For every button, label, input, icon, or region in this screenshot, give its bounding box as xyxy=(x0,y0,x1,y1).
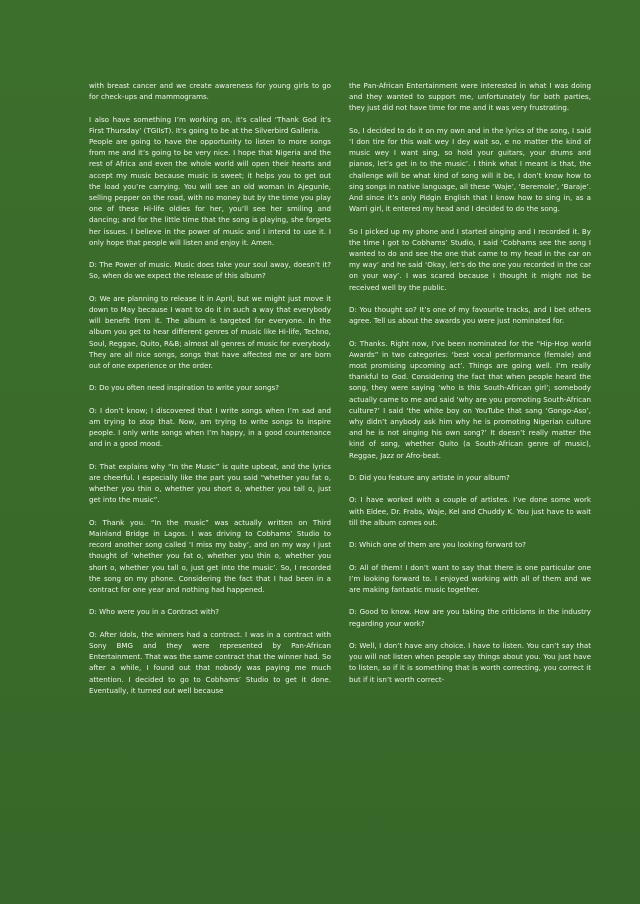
interview-answer: O: I don’t know; I discovered that I write songs when I’m sad and am trying to stop that. Now, am trying to write songs to inspire people. I only write songs when I’m happy, in a good countenance and in a good mood. xyxy=(89,405,331,449)
interview-question: D: The Power of music. Music does take your soul away, doesn’t it? So, when do we expect the release of this album? xyxy=(89,260,331,281)
paragraph: So I picked up my phone and I started singing and I recorded it. By the time I got to Cobhams’ Studio, I said ‘Cobhams see the song I wanted to do and see the one that came to my head in the car on my way’ and he said ‘Okay, let’s do the one you recorded in the car on your way’. I was scared because I thought it might not be received well by the public. xyxy=(349,226,591,292)
paragraph: with breast cancer and we create awareness for young girls to go for check-ups and mammograms. xyxy=(89,81,331,102)
interview-answer: O: After Idols, the winners had a contract. I was in a contract with Sony BMG and they were represented by Pan-African Entertainment. That was the same contract that the winner had. So after a while, I found out that nobody was paying me much attention. I decided to go to Cobhams’ Studio to get it done. Eventually, it turned out well because xyxy=(89,629,331,695)
interview-answer: O: All of them! I don’t want to say that there is one particular one I’m looking forward to. I enjoyed working with all of them and we are making fantastic music together. xyxy=(349,562,591,595)
interview-answer: O: Thank you. “In the music” was actually written on Third Mainland Bridge in Lagos. I was driving to Cobhams’ Studio to record another song called ‘I miss my baby’, and on my way I just thought of ‘whether you fat o, whether you thin o, whether you short o, whether you tall o, just get into the music’. So, I recorded the song on my phone. Considering the fact that I had been in a contract for one year and nothing had happened. xyxy=(89,517,331,595)
interview-answer: O: I have worked with a couple of artistes. I’ve done some work with Eldee, Dr. Frabs, Waje, Kel and Chuddy K. You just have to wait till the album comes out. xyxy=(349,495,591,527)
paragraph: So, I decided to do it on my own and in the lyrics of the song, I said ‘I don tire for this wait wey I dey wait so, e no matter the kind of music wey I want sing, so hold your guitars, your drums and pianos, let’s get in to the music’. I think what I meant is that, the challenge will be what kind of song will it be, I don’t know how to sing songs in native language, all these ‘Waje’, ‘Beremole’, ‘Baraje’. And since it’s only Pidgin English that I know how to sing in, as a Warri girl, it entered my head and I decided to do the song. xyxy=(349,125,591,214)
interview-question: D: That explains why “In the Music” is quite upbeat, and the lyrics are cheerful. I especially like the part you said “whether you fat o, whether you thin o, whether you short o, whether you tall o, just get into the music”. xyxy=(89,461,331,505)
interview-question: D: Good to know. How are you taking the criticisms in the industry regarding your work? xyxy=(349,607,591,628)
interview-answer: O: Well, I don’t have any choice. I have to listen. You can’t say that you will not listen when people say things about you. You just have to listen, so if it is something that is worth correcting, you correct it but if it isn’t worth correct- xyxy=(349,641,591,684)
left-text-column xyxy=(89,80,331,696)
interview-answer: O: We are planning to release it in April, but we might just move it down to May because I want to do it in such a way that everybody will benefit from it. The album is targeted for everyone. In the album you get to hear different genres of music like Hi-life, Techno, Soul, Reggae, Quito, R&B; almost all genres of music for everybody. They are all nice songs, songs that have affected me or are born out of one experience or the order. xyxy=(89,293,331,371)
interview-question: D: Who were you in a Contract with? xyxy=(89,607,219,617)
interview-question: D: You thought so? It’s one of my favourite tracks, and I bet others agree. Tell us about the awards you were just nominated for. xyxy=(349,305,591,326)
interview-question: D: Which one of them are you looking forward to? xyxy=(349,540,526,550)
paragraph: I also have something I’m working on, it’s called ‘Thank God it’s First Thursday’ (TGIIsT). It’s going to be at the Silverbird Galleria. xyxy=(89,114,331,135)
right-text-column xyxy=(349,80,591,685)
interview-question: D: Do you often need inspiration to write your songs? xyxy=(89,383,279,393)
paragraph: People are going to have the opportunity to listen to more songs from me and it’s going to be very nice. I hope that Nigeria and the rest of Africa and even the whole world will open their hearts and accept my music because music is sweet; it helps you to get out the load you’re carrying. You will see an old woman in Ajegunle, selling pepper on the road, with no money but by the time you play one of these Hi-life oldies for her, you’ll see her smiling and dancing; and for the little time that the song is playing, she forgets her issues. I believe in the power of music and I intend to use it. I only hope that people will listen and enjoy it. Amen. xyxy=(89,137,331,247)
interview-question: D: Did you feature any artiste in your album? xyxy=(349,473,510,483)
interview-answer: O: Thanks. Right now, I’ve been nominated for the “Hip-Hop world Awards” in two categories: ‘best vocal performance (female) and most promising upcoming act’. Things are going well. I’m really thankful to God. Considering the fact that when people heard the song, they were saying ‘who is this South-African girl’; somebody actually came to me and said ‘why are you promoting South-African culture?’ I said ‘the white boy on YouTube that sang ‘Gongo-Aso’, why didn’t anybody ask him why he is promoting Nigerian culture and he is not singing his own song?’ It doesn’t really matter the kind of song, whether Quito (a South-African genre of music), Reggae, Jazz or Afro-beat. xyxy=(349,338,591,460)
paragraph: the Pan-African Entertainment were interested in what I was doing and they wanted to support me, unfortunately for both parties, they just did not have time for me and it was very frustrating. xyxy=(349,81,591,113)
